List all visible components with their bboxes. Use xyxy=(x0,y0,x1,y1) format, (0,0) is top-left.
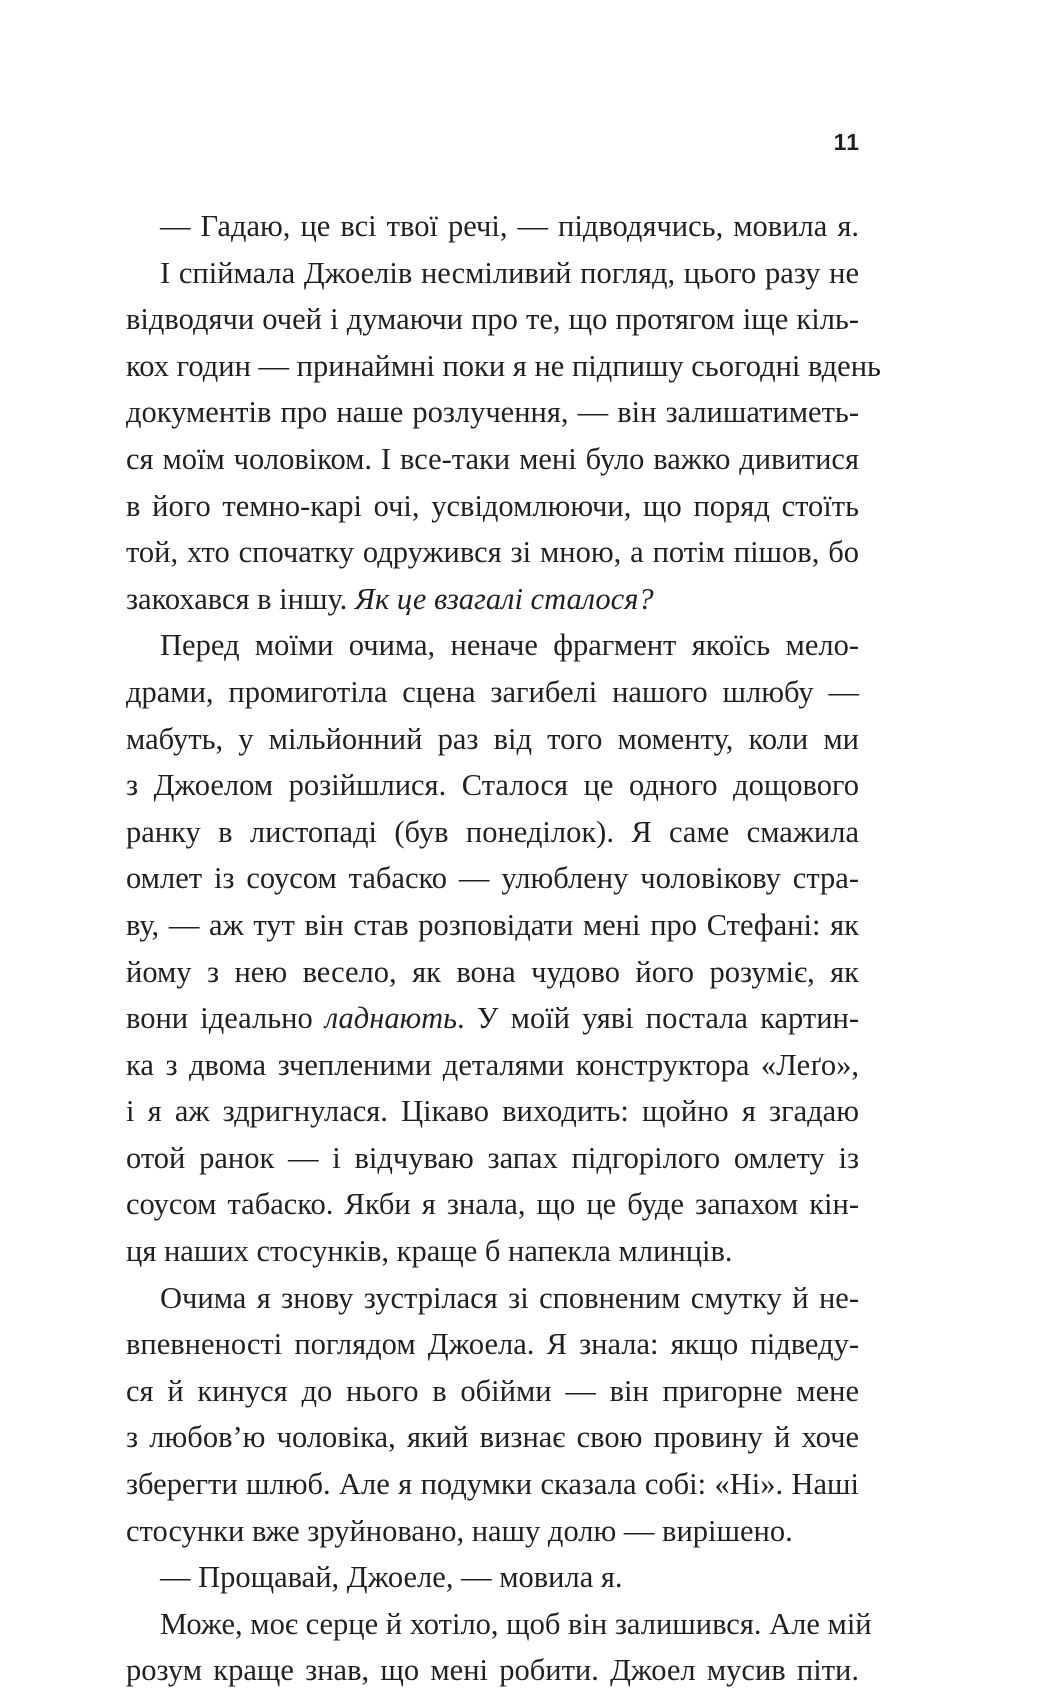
text-line xyxy=(126,716,859,763)
text-line xyxy=(126,995,859,1042)
text-run: омлет із соусом табаско — улюблену чоловікову стра- xyxy=(126,861,859,896)
text-run: ця наших стосунків, краще б напекла млинців. xyxy=(126,1234,733,1269)
text-run: І спіймала Джоелів несміливий погляд, цього разу не xyxy=(160,255,859,290)
text-line xyxy=(126,1275,859,1322)
text-line xyxy=(126,1508,859,1555)
text-run: зберегти шлюб. Але я подумки сказала собі: «Ні». Наші xyxy=(126,1467,859,1502)
page-number: 11 xyxy=(833,129,860,155)
text-run: з Джоелом розійшлися. Сталося це одного дощового xyxy=(126,768,859,803)
text-run: закохався в іншу. xyxy=(126,581,355,616)
text-run: і я аж здригнулася. Цікаво виходить: щойно я згадаю xyxy=(126,1094,859,1129)
text-line xyxy=(126,436,859,483)
text-line xyxy=(126,902,859,949)
text-line xyxy=(126,576,859,623)
text-line xyxy=(126,203,859,250)
text-line xyxy=(126,529,859,576)
text-run: стосунки вже зруйновано, нашу долю — вирішено. xyxy=(126,1513,793,1548)
text-line xyxy=(126,1135,859,1182)
text-run: відводячи очей і думаючи про те, що протягом іще кіль- xyxy=(126,302,859,337)
text-line xyxy=(126,483,859,530)
text-run: кох годин — принаймні поки я не підпишу сьогодні вдень xyxy=(126,348,881,383)
text-run: ранку в листопаді (був понеділок). Я саме смажила xyxy=(126,814,859,849)
text-line xyxy=(126,1647,859,1694)
text-line xyxy=(126,1181,859,1228)
text-line xyxy=(126,622,859,669)
text-run: драми, промиготіла сцена загибелі нашого шлюбу — xyxy=(126,674,859,709)
text-run: — Гадаю, це всі твої речі, — підводячись, мовила я. xyxy=(160,209,859,243)
text-run: в його темно-карі очі, усвідомлюючи, що поряд стоїть xyxy=(126,488,859,523)
text-run: Може, моє серце й хотіло, щоб він залишився. Але мій xyxy=(160,1606,872,1641)
text-line xyxy=(126,855,859,902)
text-line xyxy=(126,1554,859,1601)
body-text xyxy=(126,203,881,1694)
text-run: ся моїм чоловіком. І все-таки мені було важко дивитися xyxy=(126,441,859,476)
text-line xyxy=(126,1228,859,1275)
text-run: мабуть, у мільйонний раз від того моменту, коли ми xyxy=(126,721,859,756)
text-run: ка з двома зчепленими деталями конструктора «Леґо», xyxy=(126,1047,859,1082)
text-run: йому з нею весело, як вона чудово його розуміє, як xyxy=(126,954,859,989)
text-line xyxy=(126,1601,872,1648)
text-line xyxy=(126,1414,859,1461)
text-line xyxy=(126,809,859,856)
text-run: вони ідеально xyxy=(126,1001,325,1036)
text-run: Очима я знову зустрілася зі сповненим смутку й не- xyxy=(160,1280,859,1315)
text-run: . У моїй уяві постала картин- xyxy=(457,1001,859,1036)
text-run: — Прощавай, Джоеле, — мовила я. xyxy=(160,1560,623,1595)
text-run: ся й кинуся до нього в обійми — він пригорне мене xyxy=(126,1373,859,1408)
text-run: ву, — аж тут він став розповідати мені про Стефані: як xyxy=(126,907,859,942)
text-line xyxy=(126,389,859,436)
text-line xyxy=(126,1042,859,1089)
text-line xyxy=(126,949,859,996)
text-run: розум краще знав, що мені робити. Джоел мусив піти. xyxy=(126,1653,859,1688)
text-line xyxy=(126,1461,859,1508)
text-line xyxy=(126,1088,859,1135)
text-line xyxy=(126,669,859,716)
text-run: той, хто спочатку одружився зі мною, а потім пішов, бо xyxy=(126,535,859,570)
text-line xyxy=(126,296,859,343)
text-run: Перед моїми очима, неначе фрагмент якоїсь мело- xyxy=(160,628,859,663)
text-run: з любов’ю чоловіка, який визнає свою провину й хоче xyxy=(126,1420,859,1455)
text-line xyxy=(126,343,881,390)
text-line xyxy=(126,762,859,809)
text-run: документів про наше розлучення, — він залишатиметь- xyxy=(126,395,859,430)
text-run: впевненості поглядом Джоела. Я знала: якщо підведу- xyxy=(126,1327,859,1362)
text-line xyxy=(126,250,859,297)
italic-text: Як це взагалі сталося? xyxy=(354,581,654,616)
text-run: соусом табаско. Якби я знала, що це буде запахом кін- xyxy=(126,1187,859,1222)
italic-text: ладнають xyxy=(324,1001,458,1036)
text-run: отой ранок — і відчуваю запах підгорілого омлету із xyxy=(126,1140,859,1175)
text-line xyxy=(126,1321,859,1368)
text-line xyxy=(126,1368,859,1415)
